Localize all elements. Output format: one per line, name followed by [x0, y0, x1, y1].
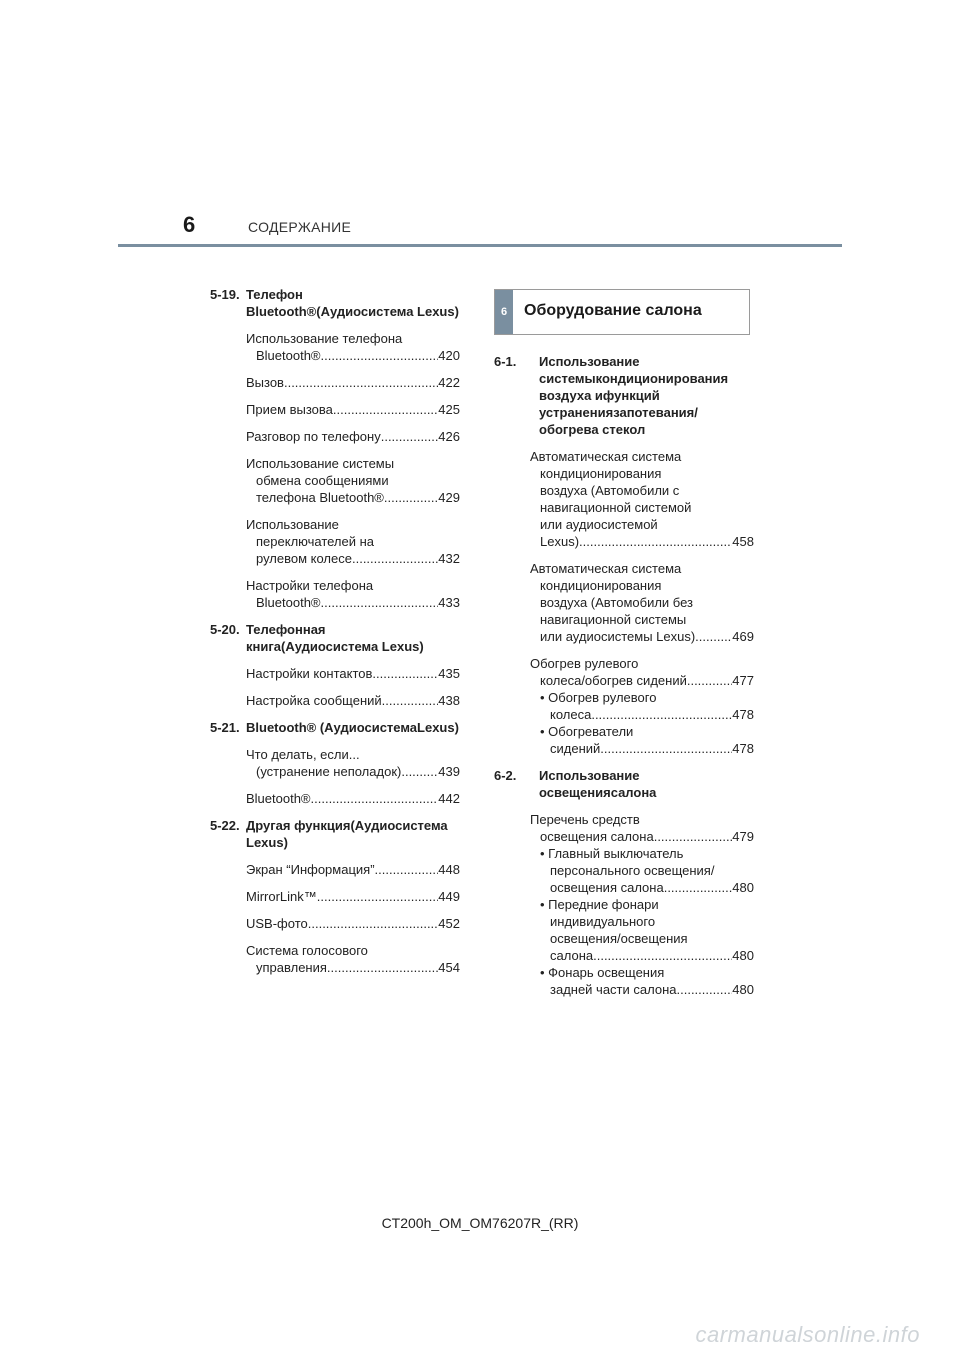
toc-entry-line [246, 374, 460, 391]
toc-entry-text: Bluetooth® [256, 595, 321, 610]
toc-page-number: 480 [732, 982, 754, 997]
toc-section-title: Bluetooth® (Аудиосистема [246, 720, 418, 735]
toc-section-title: функций устранения [539, 388, 660, 420]
toc-page-number: 469 [732, 629, 754, 644]
toc-entry-line [246, 790, 460, 807]
dot-leader [664, 879, 733, 896]
toc-entry-cont [246, 594, 460, 611]
toc-entry-text: сидений [550, 741, 601, 756]
toc-entry [210, 665, 460, 682]
toc-entry-text: освещения салона [540, 829, 654, 844]
toc-section-header [210, 621, 460, 655]
dot-leader [375, 861, 439, 878]
toc-section-title-cont: Lexus) [417, 720, 459, 735]
dot-leader [317, 888, 439, 905]
toc-section-title: Телефон Bluetooth® [246, 287, 317, 319]
toc-entry [210, 374, 460, 391]
toc-section-number: 6-2. [494, 768, 517, 783]
header-rule [118, 244, 842, 247]
dot-leader [654, 828, 733, 845]
toc-section-title: Другая функция [246, 818, 351, 833]
toc-bullet-text: • Передние фонари [540, 897, 659, 912]
toc-page-number: 458 [732, 534, 754, 549]
toc-section-title: Использование системы [539, 354, 640, 386]
toc-left-column [210, 286, 460, 986]
footer-doc-code: CT200h_OM_OM76207R_(RR) [381, 1215, 579, 1231]
toc-entry-text: Настройки телефона [246, 578, 374, 593]
toc-entry-text: или аудиосистемой [540, 517, 658, 532]
toc-page-number: 477 [732, 673, 754, 688]
toc-section-number: 5-19. [210, 287, 240, 302]
toc-entry-text: MirrorLink™ [246, 889, 317, 904]
toc-entry [210, 915, 460, 932]
toc-entry-line [550, 740, 754, 757]
dot-leader [381, 428, 439, 445]
toc-entry-line [540, 628, 754, 645]
toc-entry-line [256, 489, 460, 506]
toc-page-number: 478 [732, 707, 754, 722]
toc-entry [210, 942, 460, 976]
toc-entry-line [540, 672, 754, 689]
toc-section-title-cont: (Аудиосистема Lexus) [281, 639, 424, 654]
toc-bullet-item [530, 896, 754, 964]
dot-leader [593, 947, 732, 964]
toc-entry [494, 811, 754, 998]
toc-section-number: 5-22. [210, 818, 240, 833]
toc-section-header [210, 719, 460, 736]
toc-bullet-item [530, 689, 754, 723]
toc-entry [210, 746, 460, 780]
dot-leader [382, 692, 439, 709]
toc-entry-cont [530, 533, 754, 550]
toc-entry-cont [246, 959, 460, 976]
dot-leader [333, 401, 438, 418]
toc-entry-line [256, 763, 460, 780]
toc-entry-line [550, 879, 754, 896]
toc-section-number: 5-20. [210, 622, 240, 637]
toc-page-number: 480 [732, 948, 754, 963]
toc-bullet-item [530, 964, 754, 998]
toc-page-number: 433 [438, 595, 460, 610]
toc-page-number: 442 [438, 791, 460, 806]
toc-entry-line [246, 888, 460, 905]
toc-section-number: 5-21. [210, 720, 240, 735]
toc-entry-cont [246, 533, 460, 567]
toc-entry [210, 455, 460, 506]
toc-entry-text: салона [550, 948, 594, 963]
toc-entry-line [246, 861, 460, 878]
toc-entry [210, 330, 460, 364]
toc-section-title-cont: (Аудиосистема Lexus) [246, 818, 448, 850]
toc-page-number: 439 [438, 764, 460, 779]
toc-entry-cont [246, 763, 460, 780]
dot-leader [321, 594, 439, 611]
toc-bullet-text: • Обогрев рулевого [540, 690, 657, 705]
toc-entry-line [246, 692, 460, 709]
toc-entry-text: Автоматическая система [530, 449, 682, 464]
toc-entry [494, 655, 754, 757]
toc-page-number: 452 [438, 916, 460, 931]
toc-entry-text: Вызов [246, 375, 284, 390]
toc-entry-text: колеса [550, 707, 592, 722]
toc-entry [210, 428, 460, 445]
toc-entry-line [256, 347, 460, 364]
toc-entry-text: навигационной системы [540, 612, 687, 627]
dot-leader [591, 706, 732, 723]
section-box [494, 289, 750, 335]
toc-entry [494, 560, 754, 645]
toc-entry-text: Экран “Информация” [246, 862, 375, 877]
toc-entry-text: Lexus) [540, 534, 580, 549]
toc-entry [210, 861, 460, 878]
toc-entry-text: Прием вызова [246, 402, 333, 417]
toc-section-title-cont: (Аудиосистема Lexus) [316, 304, 459, 319]
dot-leader [311, 790, 439, 807]
toc-entry-text: Система голосового [246, 943, 368, 958]
toc-entry-cont [530, 828, 754, 845]
dot-leader [695, 628, 732, 645]
toc-page-number: 435 [438, 666, 460, 681]
page-header-title: СОДЕРЖАНИЕ [248, 219, 352, 235]
toc-bullet-item [530, 723, 754, 757]
toc-page-number: 426 [438, 429, 460, 444]
toc-entry-text: обмена сообщениями [256, 473, 389, 488]
toc-bullet-cont [540, 706, 754, 723]
toc-entry-text: Что делать, если... [246, 747, 360, 762]
toc-entry-text: навигационной системой [540, 500, 692, 515]
toc-entry-text: Использование [246, 517, 339, 532]
toc-entry-text: (устранение неполадок) [256, 764, 402, 779]
toc-entry-text: кондиционирования [540, 578, 662, 593]
toc-entry-text: Перечень средств [530, 812, 640, 827]
toc-entry-text: рулевом колесе [256, 551, 352, 566]
toc-page-number: 448 [438, 862, 460, 877]
toc-entry-line [256, 959, 460, 976]
toc-entry [210, 790, 460, 807]
toc-page-number: 429 [438, 490, 460, 505]
toc-page-number: 422 [438, 375, 460, 390]
toc-page-number: 438 [438, 693, 460, 708]
toc-entry-line [540, 533, 754, 550]
toc-entry-cont [530, 628, 754, 645]
toc-entry-line [256, 550, 460, 567]
toc-page-number: 478 [732, 741, 754, 756]
toc-entry-text: Обогрев рулевого [530, 656, 639, 671]
toc-entry-text: или аудиосистемы Lexus) [540, 629, 696, 644]
toc-right-column [494, 353, 754, 1008]
toc-entry-text: Настройки контактов [246, 666, 373, 681]
watermark: carmanualsonline.info [695, 1322, 920, 1347]
toc-section-title: салона [610, 785, 657, 800]
toc-entry-text: управления [256, 960, 327, 975]
toc-entry-line [550, 981, 754, 998]
toc-bullet-text: освещения/освещения [550, 931, 688, 946]
toc-section-number: 6-1. [494, 354, 517, 369]
dot-leader [327, 959, 438, 976]
toc-bullet-item [530, 845, 754, 896]
toc-entry [210, 577, 460, 611]
toc-entry-text: Использование системы [246, 456, 395, 471]
toc-entry-line [246, 401, 460, 418]
toc-entry-text: Разговор по телефону [246, 429, 381, 444]
toc-entry-cont [246, 472, 460, 506]
dot-leader [600, 740, 732, 757]
dot-leader [352, 550, 438, 567]
dot-leader [321, 347, 439, 364]
toc-bullet-cont [540, 740, 754, 757]
dot-leader [677, 981, 733, 998]
section-tab: 6 [495, 290, 513, 334]
toc-entry-text: Bluetooth® [246, 791, 311, 806]
toc-page-number: 454 [438, 960, 460, 975]
toc-entry-text: кондиционирования [540, 466, 662, 481]
toc-entry-cont [530, 672, 754, 689]
toc-entry-text: Автоматическая система [530, 561, 682, 576]
toc-entry-text: задней части салона [550, 982, 677, 997]
toc-bullet-text: персонального освещения/ [550, 863, 715, 878]
toc-entry-text: воздуха (Автомобили без [540, 595, 693, 610]
toc-page-number: 432 [438, 551, 460, 566]
toc-section-header [494, 353, 754, 438]
toc-entry-line [540, 828, 754, 845]
dot-leader [401, 763, 438, 780]
toc-bullet-cont [540, 981, 754, 998]
toc-bullet-text: • Фонарь освещения [540, 965, 665, 980]
dot-leader [384, 489, 438, 506]
toc-entry [210, 516, 460, 567]
dot-leader [579, 533, 732, 550]
toc-section-title: Телефонная книга [246, 622, 326, 654]
dot-leader [687, 672, 732, 689]
toc-bullet-cont [540, 879, 754, 896]
section-box-title: Оборудование салона [524, 302, 702, 319]
toc-entry-text: воздуха (Автомобили с [540, 483, 680, 498]
dot-leader [284, 374, 438, 391]
toc-entry-text: освещения салона [550, 880, 664, 895]
toc-entry-text: Использование телефона [246, 331, 403, 346]
toc-entry-text: телефона Bluetooth® [256, 490, 384, 505]
toc-section-title: кондиционирования воздуха и [539, 371, 729, 403]
toc-entry-line [246, 915, 460, 932]
toc-section-header [494, 767, 754, 801]
toc-page-number: 479 [732, 829, 754, 844]
toc-page-number: 420 [438, 348, 460, 363]
toc-entry [210, 692, 460, 709]
toc-bullet-text: индивидуального [550, 914, 656, 929]
toc-entry [494, 448, 754, 550]
toc-entry [210, 401, 460, 418]
toc-bullet-text: • Обогреватели [540, 724, 634, 739]
toc-entry-text: колеса/обогрев сидений [540, 673, 687, 688]
toc-bullet-text: • Главный выключатель [540, 846, 684, 861]
toc-page-number: 449 [438, 889, 460, 904]
toc-entry-line [246, 428, 460, 445]
toc-entry-text: USB-фото [246, 916, 308, 931]
dot-leader [372, 665, 438, 682]
toc-entry-text: переключателей на [256, 534, 375, 549]
toc-section-header [210, 286, 460, 320]
toc-entry [210, 888, 460, 905]
toc-section-title: Использование освещения [539, 768, 640, 800]
toc-entry-cont [246, 347, 460, 364]
toc-page-number: 425 [438, 402, 460, 417]
toc-bullet-cont [540, 947, 754, 964]
toc-entry-line [550, 706, 754, 723]
toc-section-header [210, 817, 460, 851]
toc-page-number: 480 [732, 880, 754, 895]
toc-entry-line [550, 947, 754, 964]
toc-entry-line [256, 594, 460, 611]
page-number: 6 [183, 212, 196, 237]
toc-entry-line [246, 665, 460, 682]
dot-leader [308, 915, 439, 932]
toc-entry-text: Bluetooth® [256, 348, 321, 363]
toc-entry-text: Настройка сообщений [246, 693, 382, 708]
toc-section-title: запотевания/обогрева стекол [539, 405, 698, 437]
